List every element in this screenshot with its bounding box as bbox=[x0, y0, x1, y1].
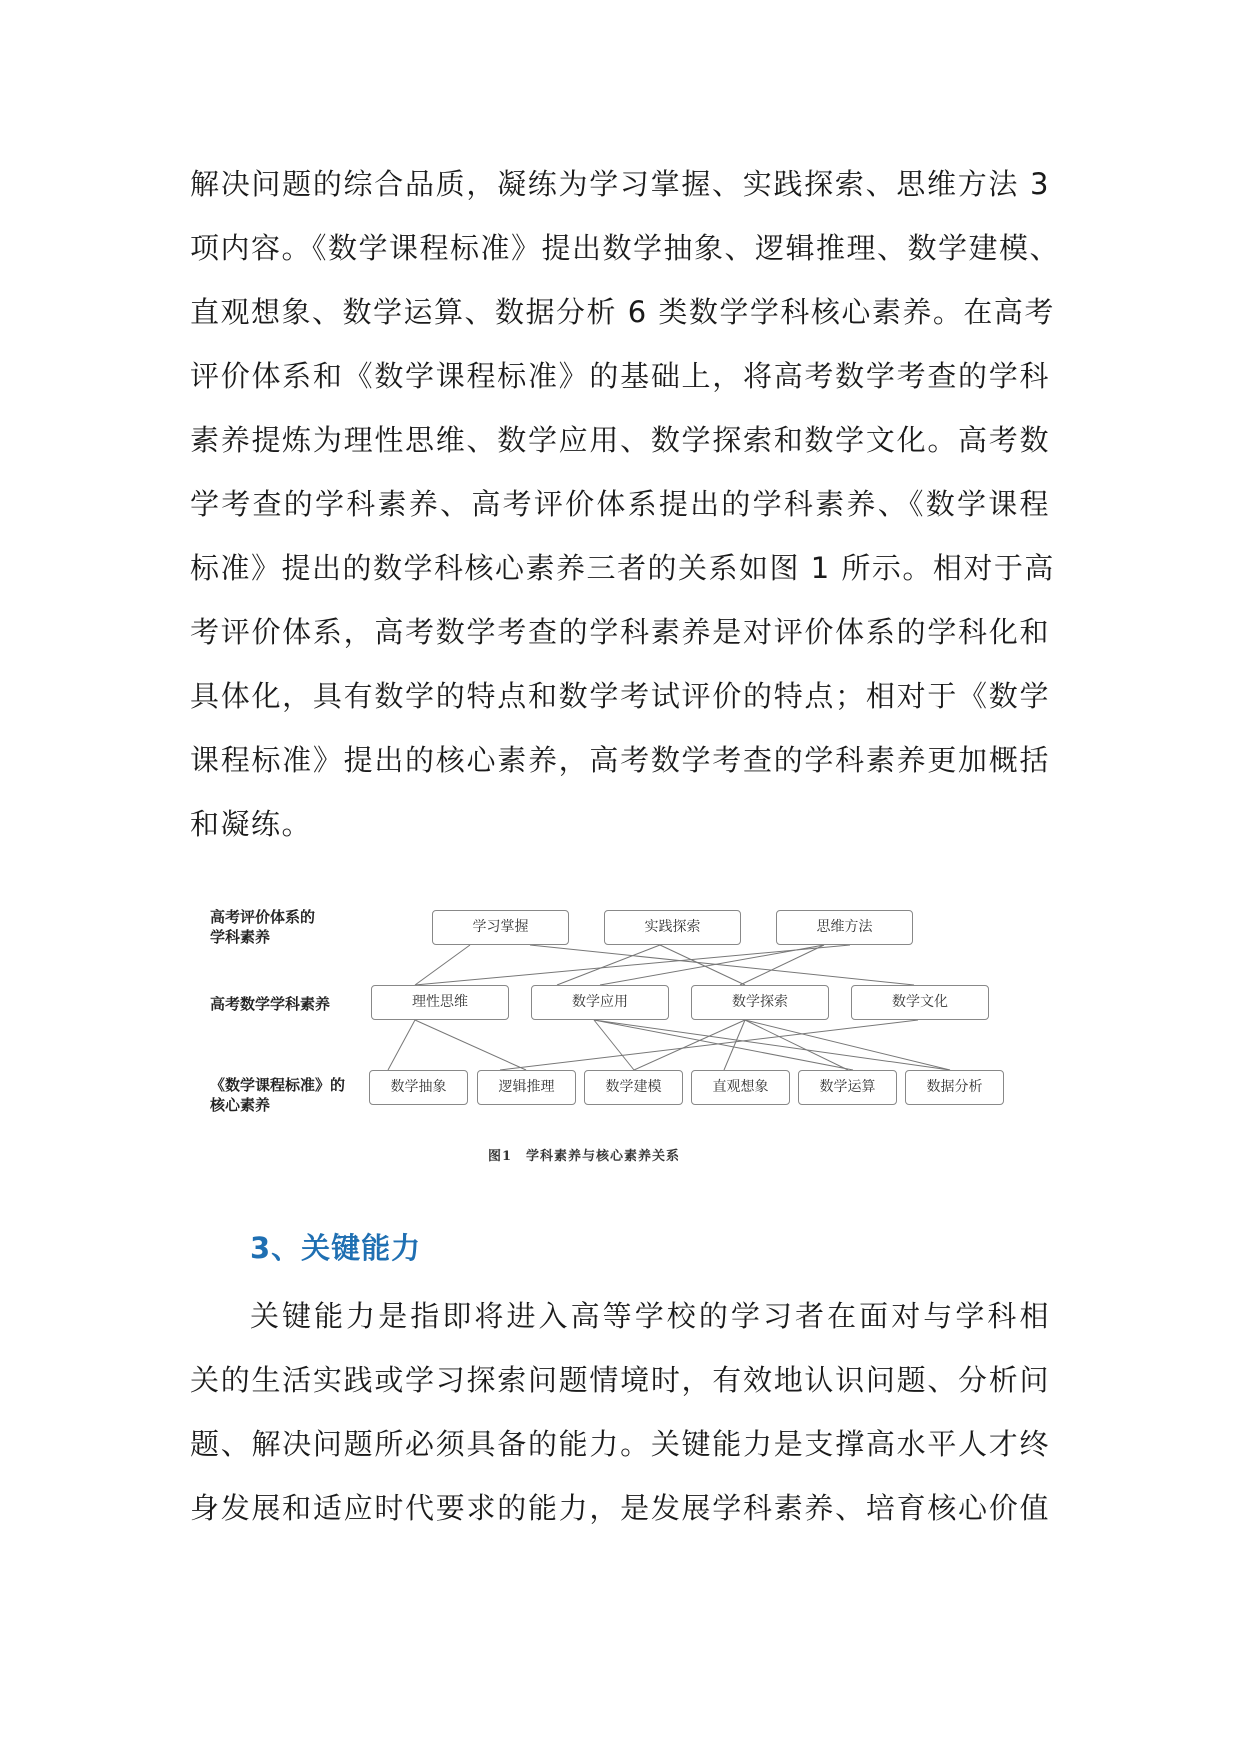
row-label-line: 高考评价体系的 bbox=[210, 908, 316, 926]
row-label-line: 高考数学学科素养 bbox=[210, 995, 331, 1013]
literacy-relationship-figure bbox=[200, 895, 1020, 1175]
row-label-evaluation-literacy bbox=[210, 907, 315, 947]
figure-caption: 图1 学科素养与核心素养关系 bbox=[488, 1149, 681, 1164]
text-line: 课程标准》提出的核心素养，高考数学考查的学科素养更加概括 bbox=[190, 743, 1050, 777]
text-line: 身发展和适应时代要求的能力，是发展学科素养、培育核心价值 bbox=[190, 1491, 1050, 1525]
box-math-operation: 数学运算 bbox=[798, 1070, 897, 1105]
connector-line bbox=[745, 1020, 848, 1070]
box-math-culture: 数学文化 bbox=[851, 985, 989, 1020]
row-label-line: 核心素养 bbox=[210, 1096, 271, 1114]
connector-line bbox=[594, 1020, 853, 1070]
box-logical-reasoning: 逻辑推理 bbox=[477, 1070, 576, 1105]
box-learning-mastery: 学习掌握 bbox=[432, 910, 569, 945]
box-math-application: 数学应用 bbox=[531, 985, 669, 1020]
text-line: 题、解决问题所必须具备的能力。关键能力是支撑高水平人才终 bbox=[190, 1427, 1050, 1461]
connector-line bbox=[388, 1020, 415, 1070]
row-label-line: 学科素养 bbox=[210, 928, 271, 946]
text-line: 学考查的学科素养、高考评价体系提出的学科素养、《数学课程 bbox=[190, 487, 1050, 521]
connector-line bbox=[500, 1020, 918, 1070]
box-math-abstraction: 数学抽象 bbox=[369, 1070, 468, 1105]
text-line: 直观想象、数学运算、数据分析 6 类数学学科核心素养。在高考 bbox=[190, 295, 1055, 329]
row-label-core-literacy bbox=[210, 1075, 345, 1115]
connector-line bbox=[594, 1020, 950, 1070]
connector-line bbox=[594, 1020, 634, 1070]
connector-line bbox=[557, 945, 660, 985]
text-line: 关键能力是指即将进入高等学校的学习者在面对与学科相 bbox=[250, 1299, 1050, 1333]
box-math-exploration: 数学探索 bbox=[691, 985, 829, 1020]
text-line: 具体化，具有数学的特点和数学考试评价的特点；相对于《数学 bbox=[190, 679, 1050, 713]
connector-line bbox=[660, 945, 745, 985]
connector-line bbox=[415, 1020, 526, 1070]
text-line: 标准》提出的数学科核心素养三者的关系如图 1 所示。相对于高 bbox=[190, 551, 1055, 585]
connector-line bbox=[745, 1020, 950, 1070]
text-line: 和凝练。 bbox=[190, 807, 313, 841]
paragraph-literacy bbox=[190, 152, 1061, 856]
section-heading: 3、关键能力 bbox=[250, 1231, 422, 1265]
box-rational-thinking: 理性思维 bbox=[371, 985, 509, 1020]
text-line: 关的生活实践或学习探索问题情境时，有效地认识问题、分析问 bbox=[190, 1363, 1050, 1397]
text-line: 素养提炼为理性思维、数学应用、数学探索和数学文化。高考数 bbox=[190, 423, 1050, 457]
paragraph-key-abilities bbox=[190, 1284, 1050, 1540]
row-label-line: 《数学课程标准》的 bbox=[210, 1076, 346, 1094]
connector-line bbox=[530, 945, 914, 985]
box-practice-exploration: 实践探索 bbox=[604, 910, 741, 945]
text-line: 项内容。《数学课程标准》提出数学抽象、逻辑推理、数学建模、 bbox=[190, 231, 1061, 265]
connector-line bbox=[415, 945, 470, 985]
box-intuitive-imagination: 直观想象 bbox=[691, 1070, 790, 1105]
box-data-analysis: 数据分析 bbox=[905, 1070, 1004, 1105]
text-line: 考评价体系，高考数学考查的学科素养是对评价体系的学科化和 bbox=[190, 615, 1050, 649]
row-label-math-literacy bbox=[210, 994, 330, 1014]
box-thinking-method: 思维方法 bbox=[776, 910, 913, 945]
text-line: 解决问题的综合品质，凝练为学习掌握、实践探索、思维方法 3 bbox=[190, 167, 1050, 201]
box-math-modeling: 数学建模 bbox=[584, 1070, 683, 1105]
text-line: 评价体系和《数学课程标准》的基础上，将高考数学考查的学科 bbox=[190, 359, 1050, 393]
